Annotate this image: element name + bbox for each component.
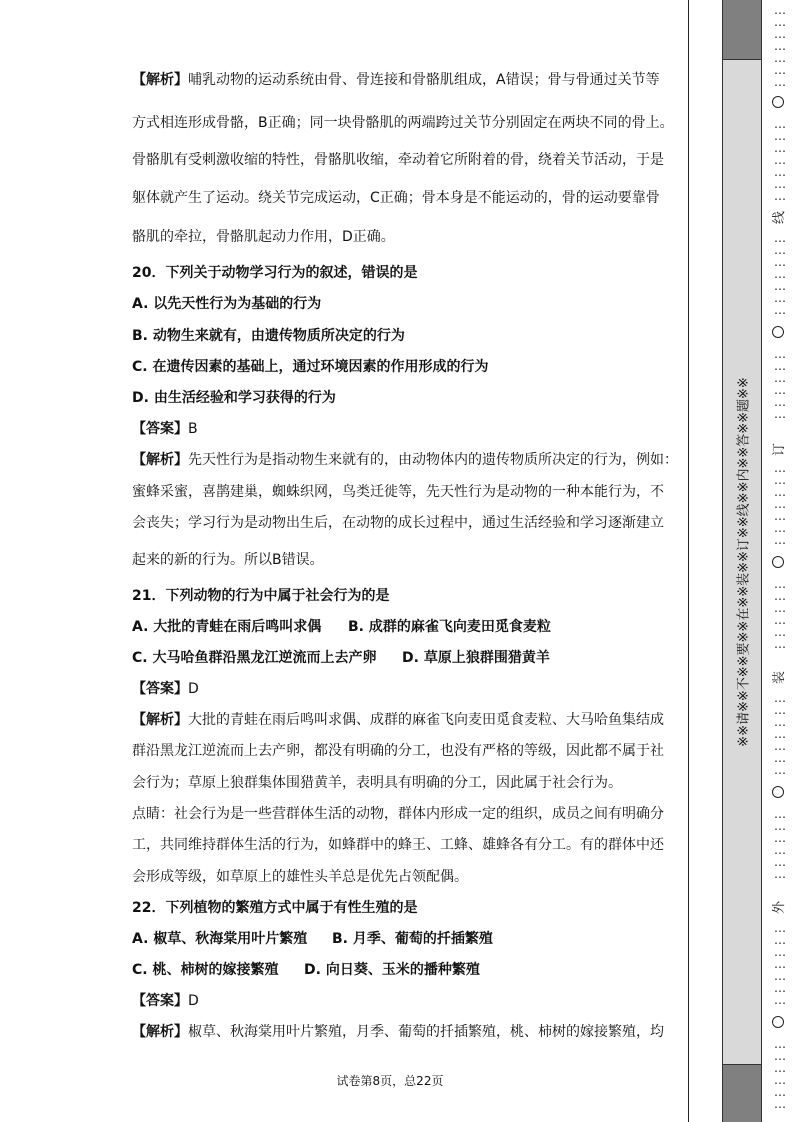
option-c: C. 桃、柿树的嫁接繁殖	[132, 962, 279, 978]
question-20-stem: 20．下列关于动物学习行为的叙述，错误的是	[132, 265, 418, 281]
analysis-text: 椒草、秋海棠用叶片繁殖，月季、葡萄的扦插繁殖，桃、柿树的嫁接繁殖，均	[188, 1024, 664, 1040]
answer-tag: 【答案】	[132, 681, 188, 697]
analysis-text: 哺乳动物的运动系统由骨、骨连接和骨骼肌组成，A错误；骨与骨通过关节等	[188, 72, 660, 88]
option-d: D. 由生活经验和学习获得的行为	[132, 390, 336, 406]
dotted-line: … … … … … …	[774, 577, 786, 651]
cut-label-zhuang: 装	[772, 670, 788, 685]
option-c: C. 在遗传因素的基础上，通过环境因素的作用形成的行为	[132, 359, 489, 375]
binding-rule	[688, 0, 689, 1122]
binding-band-cap-top	[722, 0, 762, 60]
analysis-tag: 【解析】	[132, 452, 188, 468]
answer-line	[132, 419, 198, 439]
dotted-line: … … … … … … …	[774, 691, 786, 777]
binding-hole-circle	[772, 786, 784, 798]
dotted-line: … … … … … … …	[774, 921, 786, 1007]
dotted-line: … … … … … … …	[774, 461, 786, 547]
analysis-line: 会丧失；学习行为是动物出生后，在动物的成长过程中，通过生活经验和学习逐渐建立	[132, 515, 664, 531]
binding-hole-circle	[772, 556, 784, 568]
option-d: D. 草原上狼群围猎黄羊	[402, 650, 550, 666]
analysis-line: 群沿黑龙江逆流而上去产卵，都没有明确的分工，也没有严格的等级，因此都不属于社	[132, 743, 664, 759]
dotted-line: … … … … … … …	[774, 231, 786, 317]
analysis-line	[132, 1022, 664, 1042]
analysis-line: 会行为；草原上狼群集体围猎黄羊，表明具有明确的分工，因此属于社会行为。	[132, 775, 622, 791]
answer-tag: 【答案】	[132, 421, 188, 437]
analysis-line: 躯体就产生了运动。绕关节完成运动，C正确；骨本身是不能运动的，骨的运动要靠骨	[132, 190, 660, 206]
dotted-line: … … … … … …	[774, 807, 786, 881]
question-22-stem: 22．下列植物的繁殖方式中属于有性生殖的是	[132, 900, 418, 916]
analysis-line	[132, 70, 660, 90]
analysis-line: 点睛：社会行为是一些营群体生活的动物，群体内形成一定的组织，成员之间有明确分	[132, 806, 664, 822]
binding-hole-circle	[772, 326, 784, 338]
analysis-tag: 【解析】	[132, 1024, 188, 1040]
dotted-line: … … … … … … …	[774, 117, 786, 203]
question-21-stem: 21．下列动物的行为中属于社会行为的是	[132, 588, 390, 604]
answer-value: B	[188, 421, 198, 437]
analysis-text: 大批的青蛙在雨后鸣叫求偶、成群的麻雀飞向麦田觅食麦粒、大马哈鱼集结成	[188, 712, 664, 728]
dotted-line: … … … … … … …	[774, 3, 786, 89]
page-footer	[300, 1072, 480, 1089]
answer-line	[132, 991, 199, 1011]
analysis-text: 先天性行为是指动物生来就有的，由动物体内的遗传物质所决定的行为，例如：	[188, 452, 678, 468]
option-a: A. 大批的青蛙在雨后鸣叫求偶	[132, 619, 322, 635]
binding-band-cap-bottom	[722, 1064, 762, 1122]
dotted-line: … … … … … …	[774, 1037, 786, 1111]
analysis-line	[132, 710, 664, 730]
cut-line	[762, 0, 793, 1122]
analysis-line: 骨骼肌有受刺激收缩的特性，骨骼肌收缩，牵动着它所附着的骨，绕着关节活动，于是	[132, 152, 664, 168]
option-b: B. 动物生来就有，由遗传物质所决定的行为	[132, 328, 405, 344]
option-d: D. 向日葵、玉米的播种繁殖	[304, 962, 480, 978]
option-a: A. 以先天性行为为基础的行为	[132, 296, 322, 312]
binding-hole-circle	[772, 1016, 784, 1028]
dotted-line: … … … … … …	[774, 347, 786, 421]
option-c: C. 大马哈鱼群沿黑龙江逆流而上去产卵	[132, 650, 377, 666]
analysis-line: 起来的新的行为。所以B错误。	[132, 552, 324, 568]
cut-label-xian: 线	[772, 210, 788, 225]
document-body	[132, 0, 678, 1122]
answer-tag: 【答案】	[132, 993, 188, 1009]
analysis-line: 工，共同维持群体生活的行为，如蜂群中的蜂王、工蜂、雄蜂各有分工。有的群体中还	[132, 837, 664, 853]
binding-warning-text: ※※请※※不※※要※※在※※装※※订※※线※※内※※答※※题※※	[736, 377, 752, 747]
answer-value: D	[188, 993, 199, 1009]
answer-value: D	[188, 681, 199, 697]
page-number: 试卷第8页，总22页	[336, 1074, 444, 1088]
analysis-line: 蜜蜂采蜜，喜鹊建巢，蜘蛛织网，鸟类迁徙等，先天性行为是动物的一种本能行为，不	[132, 484, 664, 500]
cut-label-wai: 外	[772, 900, 788, 915]
analysis-line: 方式相连形成骨骼，B正确；同一块骨骼肌的两端跨过关节分别固定在两块不同的骨上。	[132, 115, 674, 131]
analysis-tag: 【解析】	[132, 72, 188, 88]
option-a: A. 椒草、秋海棠用叶片繁殖	[132, 931, 308, 947]
analysis-line	[132, 450, 678, 470]
cut-label-ding: 订	[772, 442, 788, 457]
binding-hole-circle	[772, 96, 784, 108]
analysis-line: 会形成等级，如草原上的雄性头羊总是优先占领配偶。	[132, 869, 468, 885]
option-b: B. 成群的麻雀飞向麦田觅食麦粒	[348, 619, 551, 635]
answer-line	[132, 679, 199, 699]
option-b: B. 月季、葡萄的扦插繁殖	[332, 931, 493, 947]
analysis-tag: 【解析】	[132, 712, 188, 728]
analysis-line: 骼肌的牵拉，骨骼肌起动力作用，D正确。	[132, 229, 395, 245]
